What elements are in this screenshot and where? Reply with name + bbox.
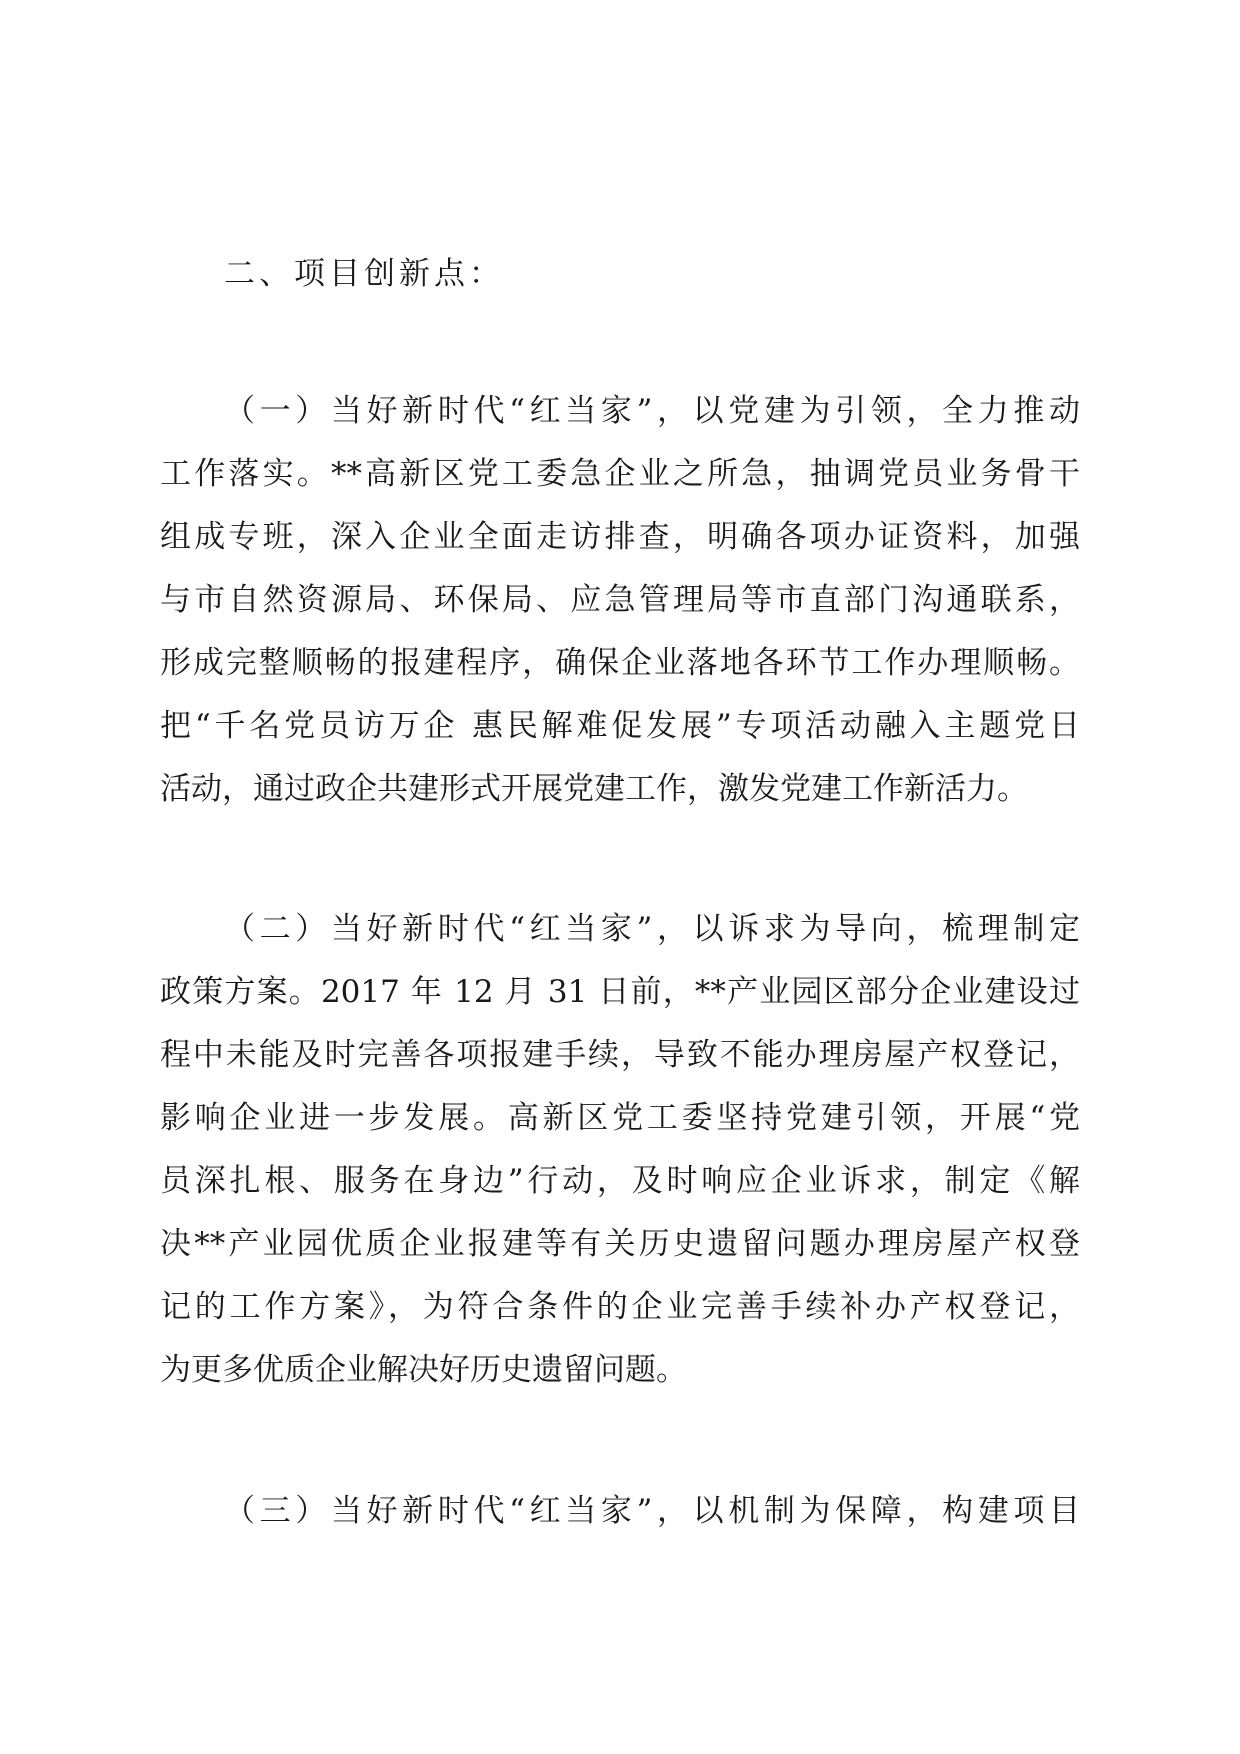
paragraph-line: 影响企业进一步发展。高新区党工委坚持党建引领，开展“党 — [160, 1100, 1080, 1136]
paragraph-line: 形成完整顺畅的报建程序，确保企业落地各环节工作办理顺畅。 — [160, 645, 1080, 681]
paragraph-2 — [160, 898, 1080, 1402]
paragraph-line: （二）当好新时代“红当家”，以诉求为导向，梳理制定 — [224, 911, 1080, 947]
paragraph-line: 政策方案。2017 年 12 月 31 日前，**产业园区部分企业建设过 — [160, 974, 1080, 1010]
paragraph-line: 活动，通过政企共建形式开展党建工作，激发党建工作新活力。 — [160, 771, 1028, 807]
section-heading: 二、项目创新点： — [224, 256, 504, 292]
paragraph-line: （一）当好新时代“红当家”，以党建为引领，全力推动 — [224, 393, 1080, 429]
paragraph-1 — [160, 380, 1080, 821]
paragraph-line: 组成专班，深入企业全面走访排查，明确各项办证资料，加强 — [160, 519, 1080, 555]
paragraph-line: 决**产业园优质企业报建等有关历史遗留问题办理房屋产权登 — [160, 1226, 1080, 1262]
paragraph-line: 工作落实。**高新区党工委急企业之所急，抽调党员业务骨干 — [160, 456, 1080, 492]
paragraph-line: 与市自然资源局、环保局、应急管理局等市直部门沟通联系， — [160, 582, 1080, 618]
paragraph-line: 把“千名党员访万企 惠民解难促发展”专项活动融入主题党日 — [160, 708, 1080, 744]
paragraph-line: 程中未能及时完善各项报建手续，导致不能办理房屋产权登记， — [160, 1037, 1080, 1073]
paragraph-line: （三）当好新时代“红当家”，以机制为保障，构建项目 — [224, 1493, 1080, 1529]
paragraph-line: 记的工作方案》，为符合条件的企业完善手续补办产权登记， — [160, 1289, 1080, 1325]
paragraph-line: 员深扎根、服务在身边”行动，及时响应企业诉求，制定《解 — [160, 1163, 1080, 1199]
paragraph-line: 为更多优质企业解决好历史遗留问题。 — [160, 1352, 687, 1388]
paragraph-3 — [160, 1480, 1080, 1543]
